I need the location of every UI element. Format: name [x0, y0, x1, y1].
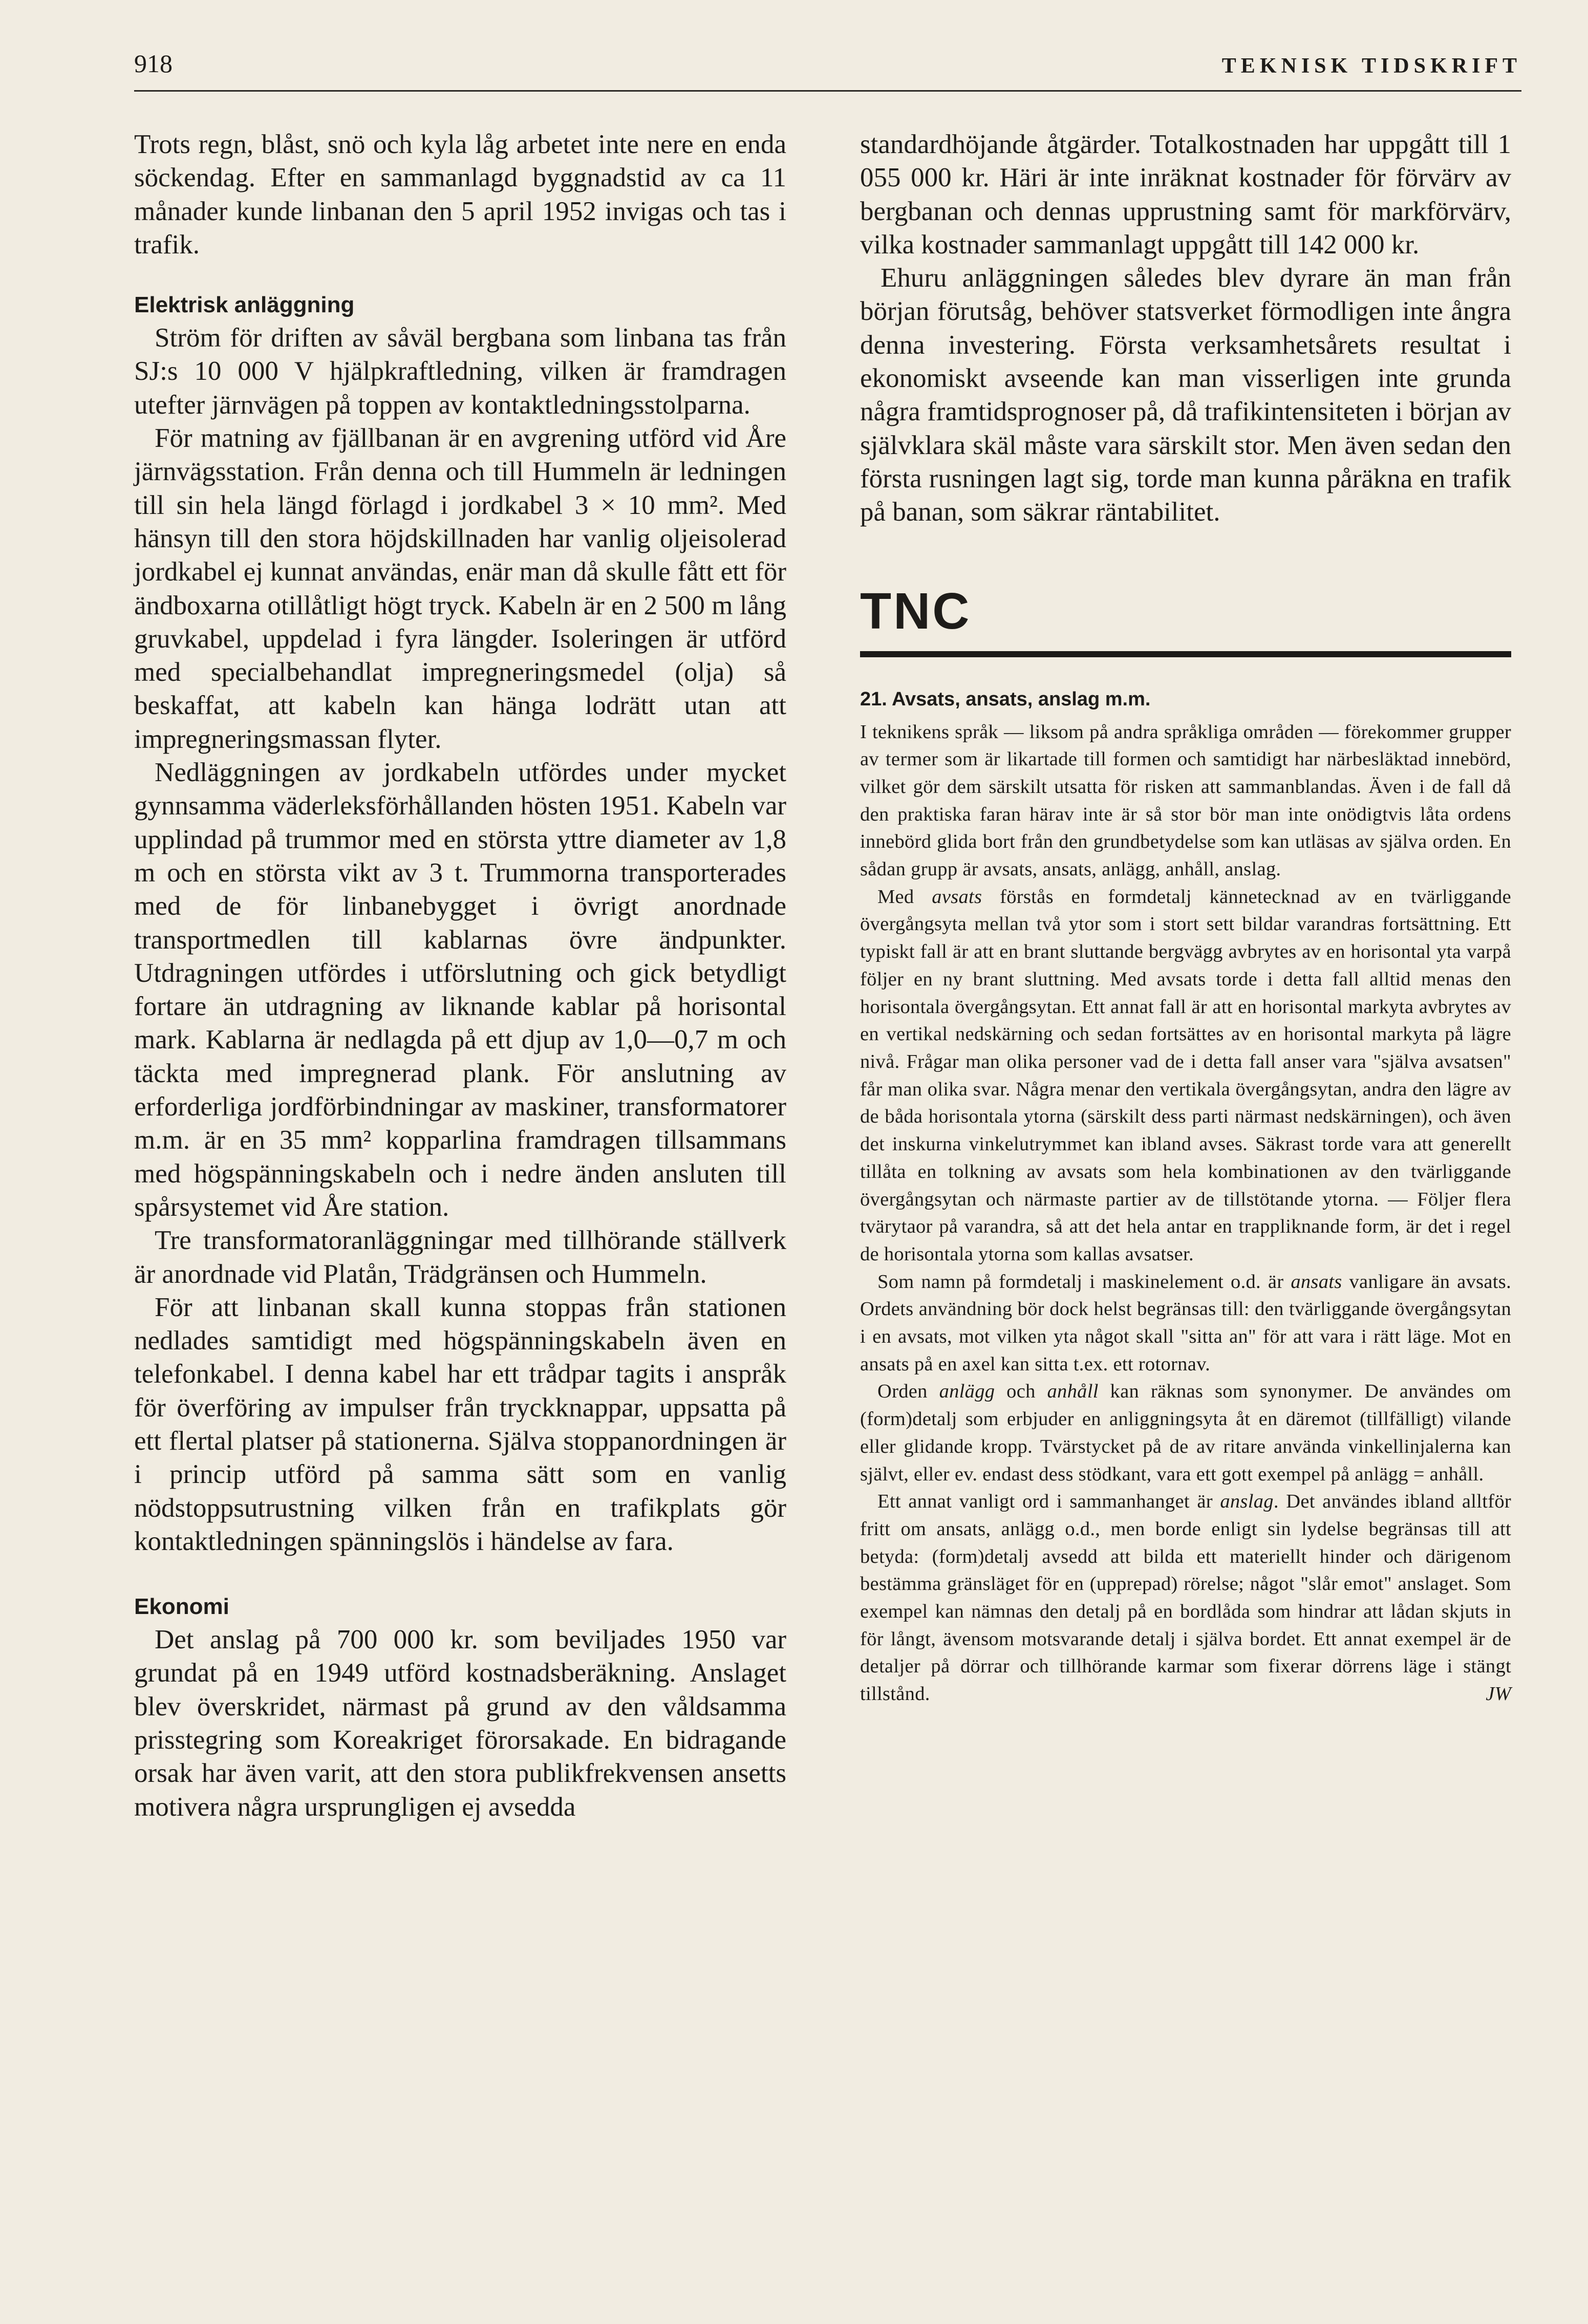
tnc-section-title: TNC [860, 582, 972, 640]
electric-paragraph: För matning av fjällbanan är en avgrening utförd vid Åre järnvägsstation. Från denna och till Hummeln är ledningen till sin hela längd förlagd i jordkabel 3 × 10 mm². Med hänsyn till den stora höjdskillnaden har vanlig oljeisolerad jordkabel ej kunnat användas, enär man då skulle fått ett för ändboxarna otillåtligt högt tryck. Kabeln är en 2 500 m lång gruvkabel, uppdelad i fyra längder. Isoleringen är utförd med specialbehandlat impregneringsmedel (olja) så beskaffat, att kabeln kan hänga lodrätt utan att impregneringsmassan flyter. [134, 423, 786, 754]
tnc-paragraph: Med avsats förstås en formdetalj kännetecknad av en tvärliggande övergångsyta mellan två ytor som i stort sett bildar varandras fortsättning. Ett typiskt fall är att en brant sluttande bergvägg avbrytes av en horisontal yta varpå följer en ny brant sluttning. Med avsats torde i detta fall alltid menas den horisontala övergångsytan. Ett annat fall är att en horisontal markyta avbrytes av en vertikal nedskärning och sedan fortsättes av en horisontal markyta på lägre nivå. Frågar man olika personer vad de i detta fall anser vara "själva avsatsen" får man olika svar. Några menar den vertikala övergångsytan, andra den lägre av de båda horisontala ytorna (särskilt dess parti närmast nedskärningen), och även det inskurna vinkelutrymmet kan ibland avses. Säkrast torde vara att generellt tillåta en tolkning av avsats som hela kombinationen av den tvärliggande övergångsytan och närmaste partier av de tillstötande ytorna. — Följer flera tvärytaor på varandra, så att det hela antar en trappliknande form, är det i regel de horisontala ytorna som kallas avsatser. [860, 886, 1511, 1265]
term-anslag: anslag [1220, 1491, 1274, 1513]
running-header [0, 0, 1588, 97]
economy-closing-paragraph: Ehuru anläggningen således blev dyrare än man från början förutsåg, behöver statsverket förmodligen inte ångra denna investering. Första verksamhetsårets resultat i ekonomiskt avseende kan man visserligen inte grunda några framtidsprognoser på, då trafikintensiteten i början av självklara skäl måste vara särskilt stor. Men även sedan den första rusningen lagt sig, torde man kunna påräkna en trafik på banan, som säkrar räntabilitet. [860, 263, 1511, 527]
term-anhall: anhåll [1047, 1381, 1099, 1403]
tnc-entry-body [860, 719, 1511, 1708]
term-ansats: ansats [1291, 1271, 1342, 1293]
section-heading-economy: Ekonomi [134, 1594, 229, 1620]
journal-title: TEKNISK TIDSKRIFT [1221, 54, 1521, 78]
author-signature: JW [1486, 1683, 1511, 1705]
electric-paragraph: Nedläggningen av jordkabeln utfördes under mycket gynnsamma väderleksförhållanden hösten 1951. Kabeln var upplindad på trummor med en största yttre diameter av 1,8 m och en största vikt av 3 t. Trummorna transporterades med de för linbanebygget i övrigt anordnade transportmedlen till kablarnas övre ändpunkter. Utdragningen utfördes i utförslutning och gick betydligt fortare än utdragning av liknande kablar på horisontal mark. Kablarna är nedlagda på ett djup av 1,0—0,7 m och täckta med impregnerad plank. För anslutning av erforderliga jordförbindningar av maskiner, transformatorer m.m. är en 35 mm² kopparlina framdragen tillsammans med högspänningskabeln och i nedre änden ansluten till spårsystemet vid Åre station. [134, 758, 786, 1222]
electric-paragraph: Tre transformatoranläggningar med tillhörande ställverk är anordnade vid Platån, Trädgränsen och Hummeln. [134, 1225, 786, 1289]
tnc-paragraph: Orden anlägg och anhåll kan räknas som synonymer. De användes om (form)detalj som erbjuder en anliggningsyta åt en däremot (tillfälligt) vilande eller glidande kropp. Tvärstycket på de av ritare använda vinkellinjalerna kan självt, eller ev. endast dess stödkant, vara ett gott exempel på anlägg = anhåll. [860, 1381, 1511, 1485]
tnc-paragraph: I teknikens språk — liksom på andra språkliga områden — förekommer grupper av termer som är likartade till formen och samtidigt har närbesläktad innebörd, vilket gör dem särskilt utsatta för risken att sammanblandas. Även i de fall då den praktiska faran härav inte är så stor bör man inte onödigtvis låta ordens innebörd glida bort från den grundbetydelse som kan utläsas av själva orden. En sådan grupp är avsats, ansats, anlägg, anhåll, anslag. [860, 721, 1511, 880]
section-heading-electric: Elektrisk anläggning [134, 292, 355, 318]
header-rule [134, 90, 1521, 92]
electric-paragraph: Ström för driften av såväl bergbana som linbana tas från SJ:s 10 000 V hjälpkraftledning, vilken är framdragen utefter järnvägen på toppen av kontaktledningsstolparna. [134, 323, 786, 420]
term-avsats: avsats [932, 886, 982, 908]
intro-paragraph: Trots regn, blåst, snö och kyla låg arbetet inte nere en enda söckendag. Efter en sammanlagd byggnadstid av ca 11 månader kunde linbanan den 5 april 1952 invigas och tas i trafik. [134, 130, 786, 260]
economy-paragraph: Det anslag på 700 000 kr. som beviljades 1950 var grundat på en 1949 utförd kostnadsberäkning. Anslaget blev överskridet, närmast på grund av den våldsamma prisstegring som Koreakriget förorsakade. En bidragande orsak har även varit, att den stora publikfrekvensen ansetts motivera några ursprungligen ej avsedda [134, 1625, 786, 1822]
tnc-paragraph: Som namn på formdetalj i maskinelement o.d. är ansats vanligare än avsats. Ordets användning bör dock helst begränsas till: den tvärliggande övergångsytan i en avsats, mot vilken yta något skall "sitta an" för att vara i rätt läge. Mot en ansats på en axel kan sitta t.ex. ett rotornav. [860, 1271, 1511, 1375]
term-anlagg: anlägg [939, 1381, 995, 1403]
tnc-heavy-rule [860, 651, 1511, 657]
tnc-paragraph: Ett annat vanligt ord i sammanhanget är anslag. Det användes ibland alltför fritt om ansats, anlägg o.d., men borde enligt sin lydelse begränsas till att betyda: (form)detalj avsedd att bilda ett materiellt hinder och därigenom bestämma gränsläget för en (upprepad) rörelse; något "slår emot" anslaget. Som exempel kan nämnas den detalj på en bordlåda som hindrar att lådan skjuts in för långt, ävensom motsvarande detalj i själva bordet. Ett annat exempel är de detaljer på dörrar och tillhörande karmar som fixerar dörrens läge i stängt tillstånd. JW [860, 1488, 1511, 1708]
left-column [134, 128, 786, 1824]
tnc-entry-heading: 21. Avsats, ansats, anslag m.m. [860, 688, 1151, 710]
electric-paragraph: För att linbanan skall kunna stoppas från stationen nedlades samtidigt med högspänningskabeln även en telefonkabel. I denna kabel har ett trådpar tagits i anspråk för överföring av impulser från tryckknappar, uppsatta på ett flertal platser på stationerna. Själva stoppanordningen är i princip utförd på samma sätt som en vanlig nödstoppsutrustning vilken från en trafikplats gör kontaktledningen spänningslös i händelse av fara. [134, 1292, 786, 1556]
economy-continued-paragraph: standardhöjande åtgärder. Totalkostnaden har uppgått till 1 055 000 kr. Häri är inte inräknat kostnader för förvärv av bergbanan och dennas upprustning samt för markförvärv, vilka kostnader sammanlagt uppgått till 142 000 kr. [860, 130, 1511, 260]
page-number: 918 [134, 49, 173, 78]
right-column [860, 128, 1511, 1708]
